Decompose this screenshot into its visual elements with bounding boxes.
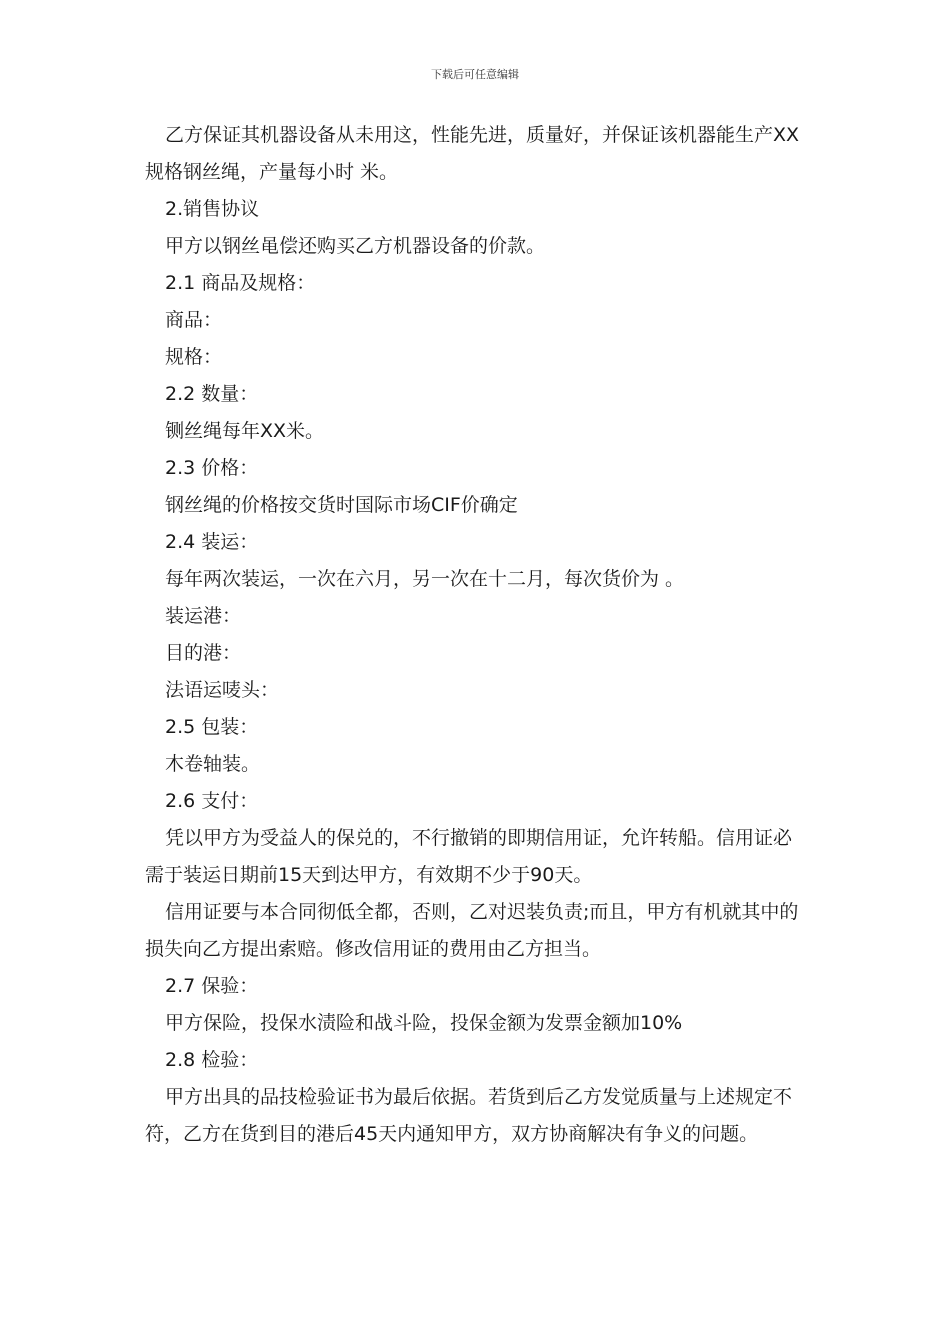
paragraph: 木卷轴装。 [165,753,261,775]
paragraph: 钢丝绳的价格按交货时国际市场CIF价确定 [165,494,518,516]
paragraph: 2.7 保验： [165,975,259,997]
paragraph: 2.5 包装： [165,716,259,738]
paragraph: 甲方出具的品技检验证书为最后依据。若货到后乙方发觉质量与上述规定不符，乙方在货到目的港后45天内通知甲方，双方协商解决有争义的问题。 [145,1086,793,1145]
document-body [145,117,810,1153]
paragraph: 2.8 检验： [165,1049,259,1071]
paragraph: 装运港： [165,605,242,627]
paragraph: 每年两次装运，一次在六月，另一次在十二月，每次货价为 。 [165,568,685,590]
paragraph: 2.2 数量： [165,383,259,405]
paragraph: 甲方以钢丝黾偿还购买乙方机器设备的价款。 [165,235,546,257]
paragraph: 信用证要与本合同彻低全都，否则，乙对迟装负责;而且，甲方有机就其中的损失向乙方提出索赔。修改信用证的费用由乙方担当。 [145,901,799,960]
paragraph: 2.6 支付： [165,790,259,812]
paragraph: 凭以甲方为受益人的保兑的，不行撤销的即期信用证，允许转船。信用证必需于装运日期前15天到达甲方，有效期不少于90天。 [145,827,793,886]
paragraph: 2.1 商品及规格： [165,272,316,294]
paragraph: 法语运唛头： [165,679,280,701]
paragraph: 甲方保险，投保水渍险和战斗险，投保金额为发票金额加10% [165,1012,683,1034]
paragraph: 铡丝绳每年XX米。 [165,420,325,442]
paragraph: 2.销售协议 [165,198,260,220]
paragraph: 乙方保证其机器设备从未用这，性能先进，质量好，并保证该机器能生产XX规格钢丝绳，产量每小时 米。 [145,124,800,183]
page-header: 下载后可任意编辑 [431,68,519,81]
paragraph: 商品： [165,309,223,331]
paragraph: 目的港： [165,642,242,664]
paragraph: 2.4 装运： [165,531,259,553]
paragraph: 规格： [165,346,223,368]
paragraph: 2.3 价格： [165,457,259,479]
